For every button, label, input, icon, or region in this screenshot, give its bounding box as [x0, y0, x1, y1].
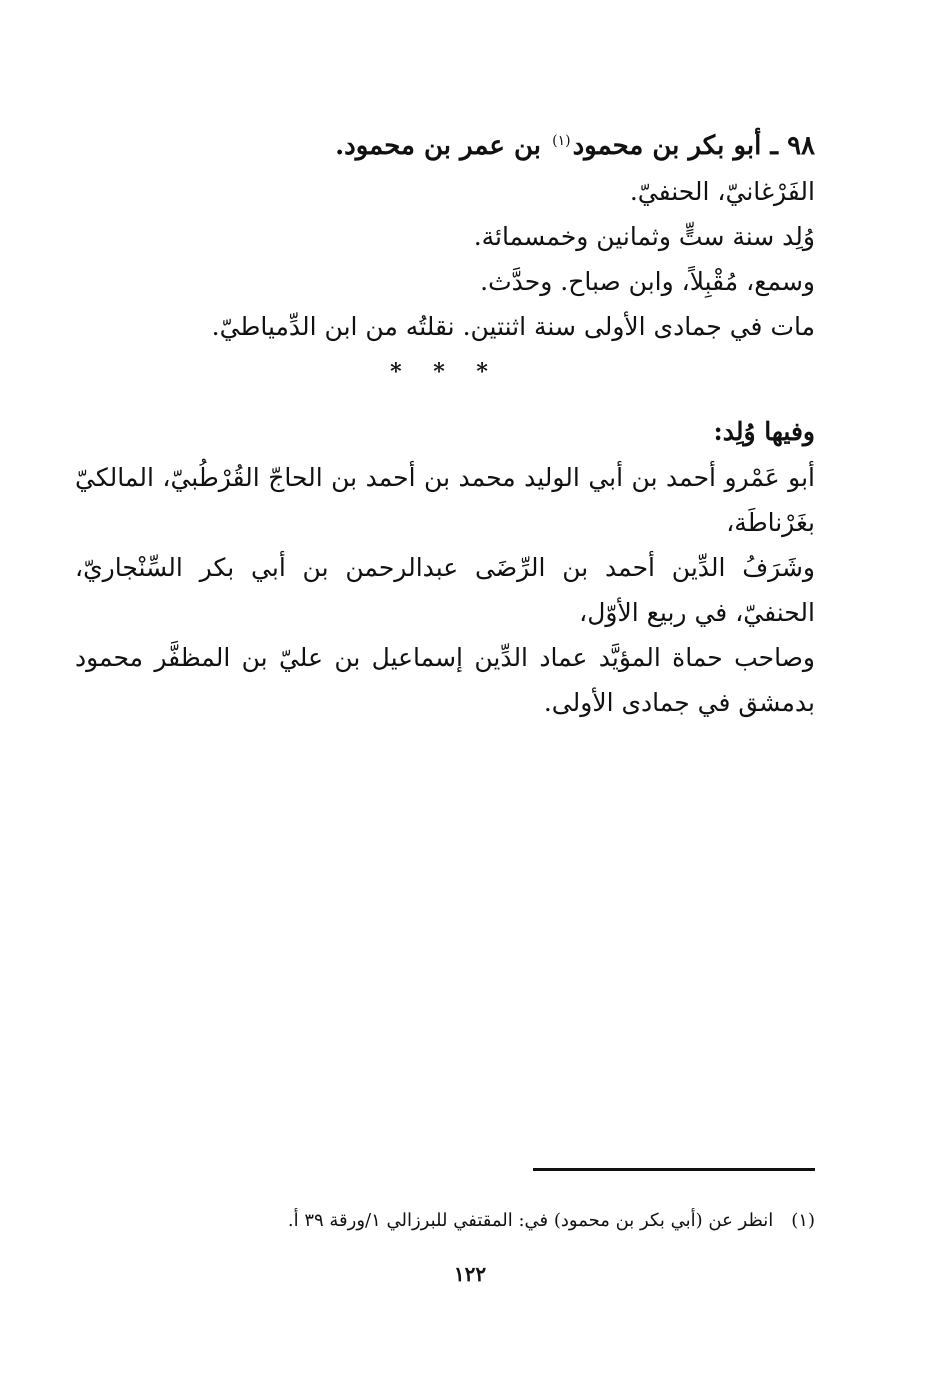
footnote — [75, 1206, 815, 1236]
entry-heading — [75, 118, 815, 169]
page-number: ١٢٢ — [453, 1262, 487, 1286]
births-paragraph: وصاحب حماة المؤيَّد عماد الدِّين إسماعيل بن عليّ بن المظفَّر محمود بدمشق في جمادى الأولى. — [75, 643, 815, 717]
entry-line: وُلِد سنة ستٍّ وثمانين وخمسمائة. — [473, 222, 815, 251]
births-paragraph: وشَرَفُ الدِّين أحمد بن الرِّضَى عبدالرحمن بن أبي بكر السِّنْجاريّ، الحنفيّ، في ربيع الأوّل، — [75, 553, 815, 627]
entry-heading-main: ٩٨ ـ أبو بكر بن محمود — [572, 131, 815, 161]
births-paragraph: أبو عَمْرو أحمد بن أبي الوليد محمد بن أحمد بن الحاجّ القُرْطُبيّ، المالكيّ بغَرْناطَة، — [75, 463, 815, 537]
page-body — [75, 118, 815, 725]
births-title: وفيها وُلِد: — [713, 417, 815, 446]
footnote-divider — [533, 1168, 815, 1171]
entry-heading-rest: بن عمر بن محمود. — [335, 131, 542, 161]
entry-line: وسمع، مُقْبِلاً، وابن صباح. وحدَّث. — [480, 267, 815, 296]
entry-line: مات في جمادى الأولى سنة اثنتين. نقلتُه من ابن الدِّمياطيّ. — [211, 312, 815, 341]
footnote-number: (١) — [791, 1210, 815, 1231]
entry-line: الفَرْغانيّ، الحنفيّ. — [629, 177, 815, 206]
footnote-reference[interactable]: (١) — [552, 133, 571, 149]
section-separator: * * * — [390, 359, 500, 385]
footnote-text: انظر عن (أبي بكر بن محمود) في: المقتفي للبرزالي ١/ورقة ٣٩ أ. — [287, 1210, 774, 1231]
